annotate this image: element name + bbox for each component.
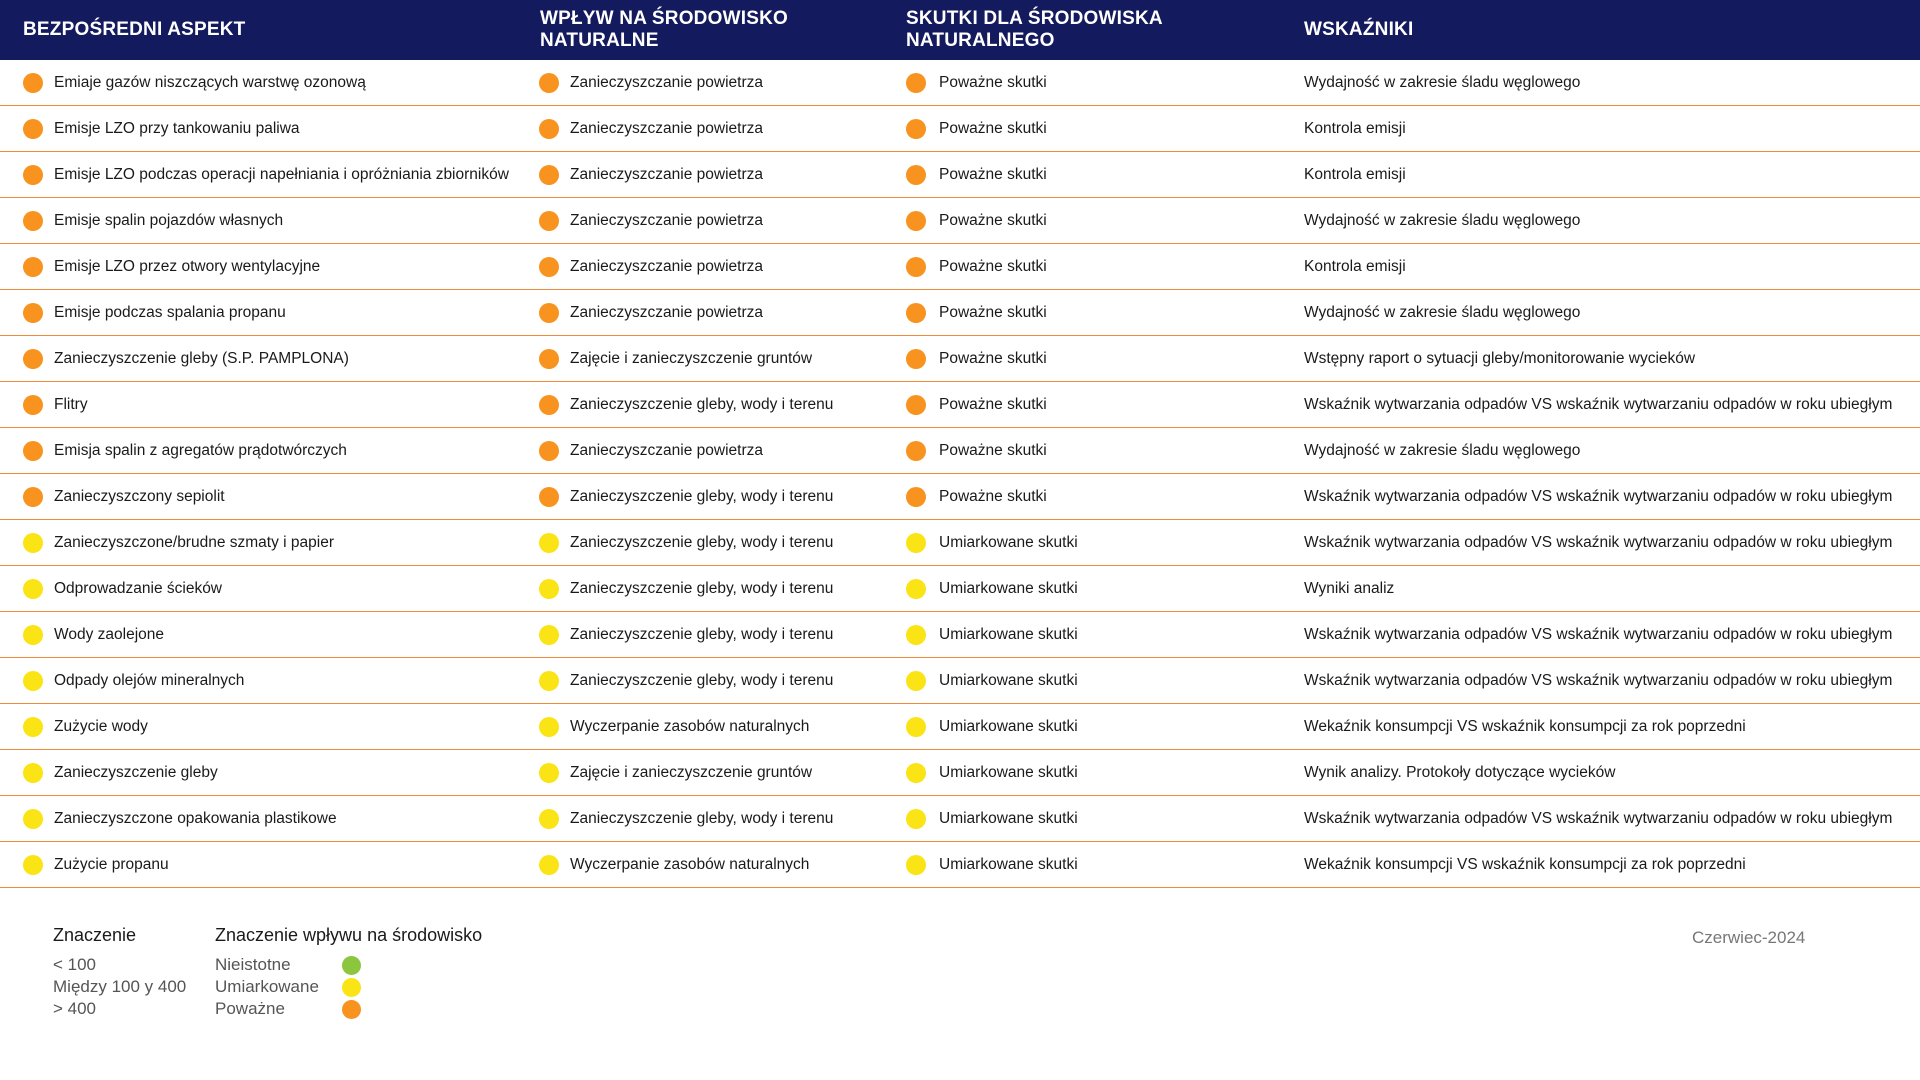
yellow-dot-icon: [23, 763, 43, 783]
indicator-cell: [1281, 198, 1920, 243]
indicator-cell: [1281, 106, 1920, 151]
yellow-dot-icon: [906, 809, 926, 829]
table-row: [0, 612, 1920, 658]
yellow-dot-icon: [906, 533, 926, 553]
header-environmental-effects: SKUTKI DLA ŚRODOWISKA NATURALNEGO: [906, 8, 1163, 51]
orange-dot-icon: [23, 487, 43, 507]
yellow-dot-icon: [23, 671, 43, 691]
orange-dot-icon: [23, 73, 43, 93]
indicator-cell-text: Wskaźnik wytwarzania odpadów VS wskaźnik wytwarzaniu odpadów w roku ubiegłym: [1304, 487, 1893, 505]
effect-cell: [882, 566, 1281, 611]
indicator-cell-text: Wekaźnik konsumpcji VS wskaźnik konsumpcji za rok poprzedni: [1304, 855, 1746, 873]
orange-dot-icon: [23, 165, 43, 185]
orange-dot-icon: [906, 257, 926, 277]
aspect-cell: [0, 290, 516, 335]
significance-item: < 100: [53, 955, 97, 974]
impact-cell: [516, 290, 882, 335]
indicator-cell-text: Wskaźnik wytwarzania odpadów VS wskaźnik wytwarzaniu odpadów w roku ubiegłym: [1304, 395, 1893, 413]
indicator-cell-text: Wskaźnik wytwarzania odpadów VS wskaźnik wytwarzaniu odpadów w roku ubiegłym: [1304, 533, 1893, 551]
orange-dot-icon: [906, 441, 926, 461]
indicator-cell: [1281, 60, 1920, 105]
indicator-cell-text: Wekaźnik konsumpcji VS wskaźnik konsumpcji za rok poprzedni: [1304, 717, 1746, 735]
effect-cell-text: Poważne skutki: [939, 119, 1047, 137]
indicator-cell: [1281, 750, 1920, 795]
aspect-cell-text: Zużycie propanu: [54, 855, 169, 873]
orange-dot-icon: [342, 1000, 361, 1019]
indicator-cell: [1281, 428, 1920, 473]
yellow-dot-icon: [539, 533, 559, 553]
significance-legend-title: Znaczenie: [53, 925, 137, 945]
indicator-cell-text: Wydajność w zakresie śladu węglowego: [1304, 211, 1581, 229]
indicator-cell: [1281, 382, 1920, 427]
effect-cell-text: Umiarkowane skutki: [939, 625, 1078, 643]
effect-cell: [882, 198, 1281, 243]
aspect-cell-text: Emisje LZO przy tankowaniu paliwa: [54, 119, 300, 137]
aspect-cell: [0, 704, 516, 749]
aspect-cell-text: Zanieczyszczenie gleby: [54, 763, 218, 781]
effect-cell: [882, 428, 1281, 473]
effect-cell: [882, 612, 1281, 657]
aspects-table-body: [0, 60, 1920, 888]
effect-cell-text: Poważne skutki: [939, 349, 1047, 367]
impact-cell-text: Zanieczyszczenie gleby, wody i terenu: [570, 533, 834, 551]
impact-cell: [516, 658, 882, 703]
yellow-dot-icon: [23, 579, 43, 599]
indicator-cell-text: Wskaźnik wytwarzania odpadów VS wskaźnik wytwarzaniu odpadów w roku ubiegłym: [1304, 671, 1893, 689]
indicator-cell-text: Wydajność w zakresie śladu węglowego: [1304, 303, 1581, 321]
impact-cell-text: Zanieczyszczanie powietrza: [570, 303, 763, 321]
effect-cell-text: Poważne skutki: [939, 441, 1047, 459]
indicator-cell-text: Wynik analizy. Protokoły dotyczące wycieków: [1304, 763, 1616, 781]
orange-dot-icon: [23, 441, 43, 461]
yellow-dot-icon: [906, 625, 926, 645]
effect-cell: [882, 796, 1281, 841]
indicator-cell-text: Wskaźnik wytwarzania odpadów VS wskaźnik wytwarzaniu odpadów w roku ubiegłym: [1304, 625, 1893, 643]
effect-cell-text: Poważne skutki: [939, 73, 1047, 91]
yellow-dot-icon: [539, 855, 559, 875]
yellow-dot-icon: [539, 717, 559, 737]
orange-dot-icon: [539, 349, 559, 369]
effect-cell: [882, 750, 1281, 795]
yellow-dot-icon: [23, 809, 43, 829]
effect-cell: [882, 658, 1281, 703]
table-row: [0, 842, 1920, 888]
impact-legend: [215, 925, 515, 1020]
orange-dot-icon: [906, 303, 926, 323]
yellow-dot-icon: [23, 533, 43, 553]
impact-legend-label: Poważne: [215, 999, 285, 1018]
impact-cell-text: Zanieczyszczenie gleby, wody i terenu: [570, 625, 834, 643]
effect-cell-text: Poważne skutki: [939, 395, 1047, 413]
indicator-cell-text: Kontrola emisji: [1304, 165, 1406, 183]
impact-cell: [516, 336, 882, 381]
impact-cell: [516, 106, 882, 151]
indicator-cell: [1281, 152, 1920, 197]
significance-item: Między 100 y 400: [53, 977, 187, 996]
orange-dot-icon: [539, 487, 559, 507]
impact-cell-text: Zajęcie i zanieczyszczenie gruntów: [570, 763, 813, 781]
table-row: [0, 474, 1920, 520]
effect-cell-text: Poważne skutki: [939, 303, 1047, 321]
effect-cell: [882, 290, 1281, 335]
aspect-cell: [0, 658, 516, 703]
aspect-cell: [0, 750, 516, 795]
header-indicators: WSKAŹNIKI: [1304, 19, 1414, 40]
impact-cell: [516, 842, 882, 887]
effect-cell: [882, 474, 1281, 519]
significance-legend: [53, 925, 213, 1020]
impact-cell-text: Zanieczyszczanie powietrza: [570, 441, 763, 459]
effect-cell-text: Umiarkowane skutki: [939, 717, 1078, 735]
impact-cell-text: Zanieczyszczenie gleby, wody i terenu: [570, 809, 834, 827]
aspect-cell: [0, 382, 516, 427]
indicator-cell-text: Wydajność w zakresie śladu węglowego: [1304, 441, 1581, 459]
header-environmental-impact: WPŁYW NA ŚRODOWISKO NATURALNE: [540, 8, 788, 51]
impact-cell: [516, 612, 882, 657]
green-dot-icon: [342, 956, 361, 975]
aspect-cell: [0, 336, 516, 381]
indicator-cell: [1281, 290, 1920, 335]
effect-cell: [882, 60, 1281, 105]
impact-cell-text: Zanieczyszczenie gleby, wody i terenu: [570, 671, 834, 689]
impact-cell: [516, 60, 882, 105]
table-header: [0, 0, 1920, 60]
aspect-cell-text: Emisja spalin z agregatów prądotwórczych: [54, 441, 347, 459]
effect-cell-text: Poważne skutki: [939, 211, 1047, 229]
aspect-cell-text: Zanieczyszczone opakowania plastikowe: [54, 809, 337, 827]
effect-cell-text: Umiarkowane skutki: [939, 855, 1078, 873]
orange-dot-icon: [539, 257, 559, 277]
table-row: [0, 566, 1920, 612]
orange-dot-icon: [23, 303, 43, 323]
table-row: [0, 796, 1920, 842]
impact-cell: [516, 750, 882, 795]
impact-cell-text: Wyczerpanie zasobów naturalnych: [570, 855, 810, 873]
impact-legend-item: [215, 954, 515, 976]
indicator-cell: [1281, 520, 1920, 565]
effect-cell-text: Umiarkowane skutki: [939, 579, 1078, 597]
table-row: [0, 750, 1920, 796]
effect-cell: [882, 842, 1281, 887]
effect-cell-text: Umiarkowane skutki: [939, 533, 1078, 551]
orange-dot-icon: [23, 349, 43, 369]
table-row: [0, 428, 1920, 474]
indicator-cell-text: Wskaźnik wytwarzania odpadów VS wskaźnik wytwarzaniu odpadów w roku ubiegłym: [1304, 809, 1893, 827]
aspect-cell: [0, 612, 516, 657]
effect-cell: [882, 704, 1281, 749]
yellow-dot-icon: [906, 671, 926, 691]
aspect-cell: [0, 152, 516, 197]
impact-cell: [516, 244, 882, 289]
table-row: [0, 106, 1920, 152]
orange-dot-icon: [23, 395, 43, 415]
orange-dot-icon: [539, 119, 559, 139]
impact-cell: [516, 428, 882, 473]
impact-cell-text: Zanieczyszczanie powietrza: [570, 73, 763, 91]
yellow-dot-icon: [539, 579, 559, 599]
orange-dot-icon: [906, 119, 926, 139]
aspect-cell-text: Emisje LZO przez otwory wentylacyjne: [54, 257, 321, 275]
table-row: [0, 244, 1920, 290]
indicator-cell-text: Wyniki analiz: [1304, 579, 1395, 597]
report-date: Czerwiec-2024: [1692, 928, 1806, 947]
yellow-dot-icon: [23, 625, 43, 645]
effect-cell: [882, 382, 1281, 427]
impact-legend-label: Umiarkowane: [215, 977, 319, 996]
aspect-cell-text: Wody zaolejone: [54, 625, 165, 643]
indicator-cell-text: Kontrola emisji: [1304, 257, 1406, 275]
impact-cell-text: Zanieczyszczanie powietrza: [570, 165, 763, 183]
orange-dot-icon: [539, 73, 559, 93]
table-row: [0, 520, 1920, 566]
impact-cell: [516, 704, 882, 749]
yellow-dot-icon: [342, 978, 361, 997]
impact-cell: [516, 796, 882, 841]
impact-legend-title: Znaczenie wpływu na środowisko: [215, 925, 483, 945]
aspect-cell: [0, 106, 516, 151]
aspect-cell-text: Zanieczyszczony sepiolit: [54, 487, 225, 505]
aspect-cell: [0, 428, 516, 473]
effect-cell-text: Poważne skutki: [939, 487, 1047, 505]
aspect-cell-text: Zużycie wody: [54, 717, 148, 735]
aspect-cell-text: Odprowadzanie ścieków: [54, 579, 223, 597]
yellow-dot-icon: [906, 855, 926, 875]
table-row: [0, 382, 1920, 428]
aspect-cell: [0, 474, 516, 519]
yellow-dot-icon: [539, 625, 559, 645]
indicator-cell-text: Wstępny raport o sytuacji gleby/monitorowanie wycieków: [1304, 349, 1696, 367]
aspect-cell-text: Zanieczyszczenie gleby (S.P. PAMPLONA): [54, 349, 349, 367]
effect-cell: [882, 244, 1281, 289]
aspect-cell-text: Zanieczyszczone/brudne szmaty i papier: [54, 533, 334, 551]
indicator-cell: [1281, 244, 1920, 289]
aspect-cell-text: Emiaje gazów niszczących warstwę ozonową: [54, 73, 366, 91]
orange-dot-icon: [906, 487, 926, 507]
effect-cell: [882, 520, 1281, 565]
effect-cell-text: Umiarkowane skutki: [939, 671, 1078, 689]
table-row: [0, 60, 1920, 106]
orange-dot-icon: [539, 441, 559, 461]
orange-dot-icon: [906, 165, 926, 185]
impact-cell-text: Zajęcie i zanieczyszczenie gruntów: [570, 349, 813, 367]
yellow-dot-icon: [906, 717, 926, 737]
table-row: [0, 336, 1920, 382]
yellow-dot-icon: [539, 671, 559, 691]
impact-cell-text: Zanieczyszczenie gleby, wody i terenu: [570, 395, 834, 413]
aspect-cell-text: Flitry: [54, 395, 88, 413]
orange-dot-icon: [23, 119, 43, 139]
yellow-dot-icon: [906, 763, 926, 783]
significance-item: > 400: [53, 999, 97, 1018]
indicator-cell: [1281, 658, 1920, 703]
orange-dot-icon: [539, 303, 559, 323]
impact-cell-text: Zanieczyszczanie powietrza: [570, 119, 763, 137]
impact-legend-item: [215, 998, 515, 1020]
indicator-cell: [1281, 704, 1920, 749]
header-direct-aspect: BEZPOŚREDNI ASPEKT: [23, 19, 246, 40]
indicator-cell: [1281, 842, 1920, 887]
impact-cell: [516, 474, 882, 519]
impact-cell: [516, 152, 882, 197]
table-row: [0, 290, 1920, 336]
aspect-cell-text: Emisje podczas spalania propanu: [54, 303, 286, 321]
impact-cell: [516, 382, 882, 427]
yellow-dot-icon: [23, 717, 43, 737]
impact-cell: [516, 566, 882, 611]
indicator-cell: [1281, 566, 1920, 611]
impact-cell-text: Zanieczyszczanie powietrza: [570, 211, 763, 229]
orange-dot-icon: [23, 257, 43, 277]
aspect-cell-text: Emisje spalin pojazdów własnych: [54, 211, 284, 229]
table-row: [0, 152, 1920, 198]
effect-cell-text: Poważne skutki: [939, 165, 1047, 183]
orange-dot-icon: [539, 211, 559, 231]
table-row: [0, 658, 1920, 704]
table-row: [0, 198, 1920, 244]
aspect-cell: [0, 796, 516, 841]
indicator-cell: [1281, 796, 1920, 841]
aspect-cell: [0, 520, 516, 565]
effect-cell-text: Umiarkowane skutki: [939, 763, 1078, 781]
indicator-cell-text: Kontrola emisji: [1304, 119, 1406, 137]
impact-cell: [516, 520, 882, 565]
aspect-cell: [0, 60, 516, 105]
yellow-dot-icon: [539, 763, 559, 783]
aspect-cell: [0, 566, 516, 611]
indicator-cell: [1281, 612, 1920, 657]
aspect-cell-text: Odpady olejów mineralnych: [54, 671, 245, 689]
table-row: [0, 704, 1920, 750]
impact-cell: [516, 198, 882, 243]
yellow-dot-icon: [23, 855, 43, 875]
orange-dot-icon: [906, 73, 926, 93]
effect-cell-text: Umiarkowane skutki: [939, 809, 1078, 827]
orange-dot-icon: [539, 395, 559, 415]
orange-dot-icon: [539, 165, 559, 185]
orange-dot-icon: [906, 395, 926, 415]
indicator-cell-text: Wydajność w zakresie śladu węglowego: [1304, 73, 1581, 91]
orange-dot-icon: [906, 211, 926, 231]
orange-dot-icon: [906, 349, 926, 369]
aspect-cell: [0, 244, 516, 289]
yellow-dot-icon: [539, 809, 559, 829]
effect-cell: [882, 336, 1281, 381]
effect-cell: [882, 106, 1281, 151]
orange-dot-icon: [23, 211, 43, 231]
yellow-dot-icon: [906, 579, 926, 599]
aspect-cell-text: Emisje LZO podczas operacji napełniania i opróżniania zbiorników: [54, 165, 509, 183]
impact-cell-text: Zanieczyszczenie gleby, wody i terenu: [570, 579, 834, 597]
impact-cell-text: Zanieczyszczenie gleby, wody i terenu: [570, 487, 834, 505]
indicator-cell: [1281, 336, 1920, 381]
impact-cell-text: Wyczerpanie zasobów naturalnych: [570, 717, 810, 735]
impact-cell-text: Zanieczyszczanie powietrza: [570, 257, 763, 275]
effect-cell-text: Poważne skutki: [939, 257, 1047, 275]
aspect-cell: [0, 842, 516, 887]
impact-legend-label: Nieistotne: [215, 955, 291, 974]
effect-cell: [882, 152, 1281, 197]
indicator-cell: [1281, 474, 1920, 519]
aspect-cell: [0, 198, 516, 243]
impact-legend-item: [215, 976, 515, 998]
